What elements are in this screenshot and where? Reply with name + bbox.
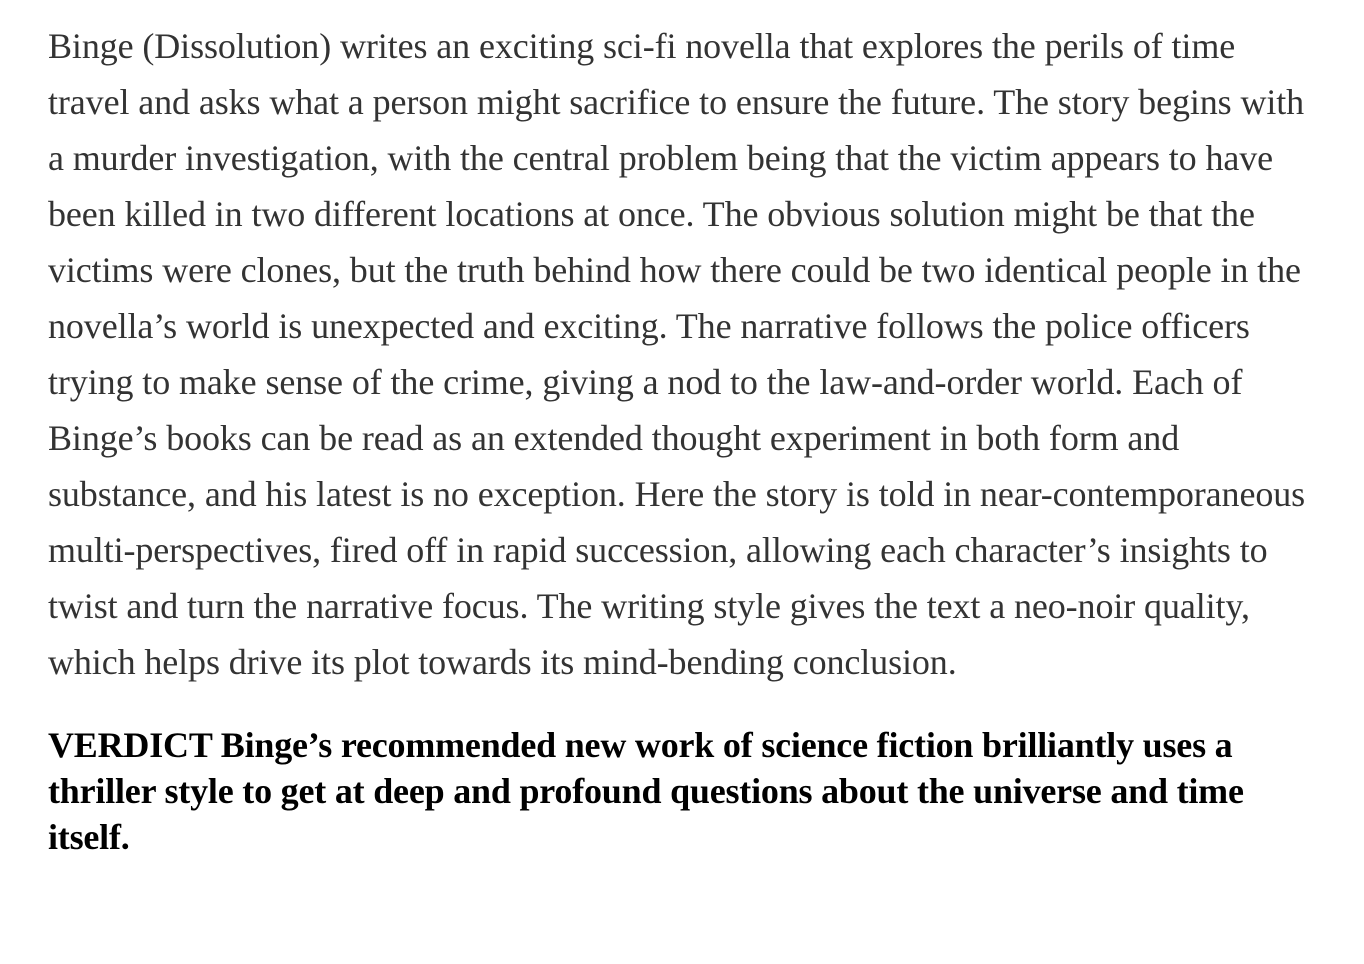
review-body-paragraph: Binge (Dissolution) writes an exciting sci-fi novella that explores the perils of time travel and asks what a person might sacrifice to ensure the future. The story begins with a murder investigation, with the central problem being that the victim appears to have been killed in two different locations at once. The obvious solution might be that the victims were clones, but the truth behind how there could be two identical people in the novella’s world is unexpected and exciting. The narrative follows the police officers trying to make sense of the crime, giving a nod to the law-and-order world. Each of Binge’s books can be read as an extended thought experiment in both form and substance, and his latest is no exception. Here the story is told in near-contemporaneous multi-perspectives, fired off in rapid succession, allowing each character’s insights to twist and turn the narrative focus. The writing style gives the text a neo-noir quality, which helps drive its plot towards its mind-bending conclusion. bbox=[48, 26, 1306, 682]
review-article bbox=[48, 18, 1318, 860]
verdict-paragraph: VERDICT Binge’s recommended new work of science fiction brilliantly uses a thriller style to get at deep and profound questions about the universe and time itself. bbox=[48, 725, 1244, 857]
